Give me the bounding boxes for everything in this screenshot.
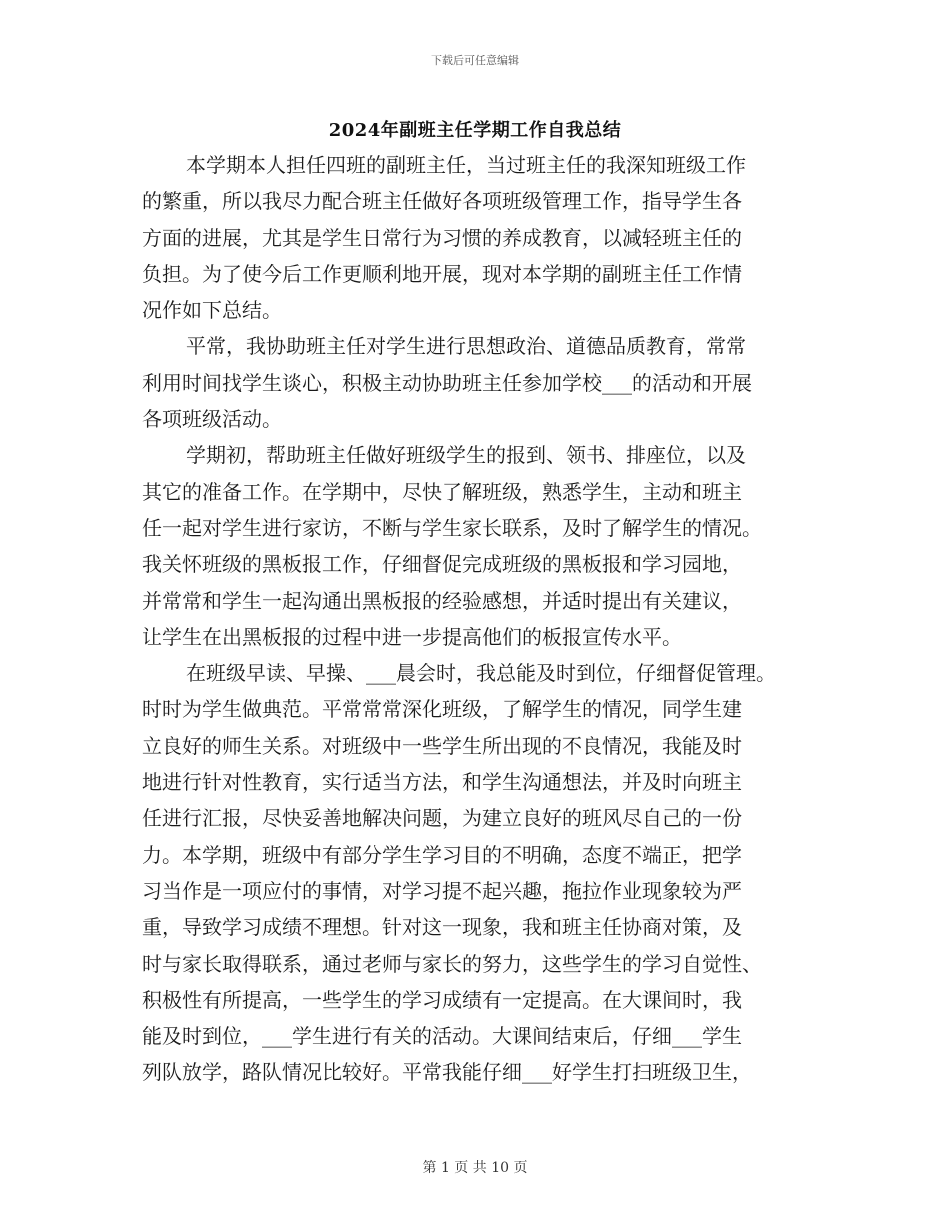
text-line: 方面的进展，尤其是学生日常行为习惯的养成教育，以减轻班主任的 (142, 225, 742, 250)
text-line: 本学期本人担任四班的副班主任，当过班主任的我深知班级工作 (186, 153, 746, 177)
text-line: 在班级早读、早操、___晨会时，我总能及时到位，仔细督促管理。 (186, 661, 776, 686)
text-line: 让学生在出黑板报的过程中进一步提高他们的板报宣传水平。 (142, 624, 682, 649)
header-note: 下载后可任意编辑 (431, 54, 519, 67)
text-line: 其它的准备工作。在学期中，尽快了解班级，熟悉学生，主动和班主 (142, 479, 742, 504)
text-line: 况作如下总结。 (142, 298, 282, 323)
page-indicator: 第 1 页 共 10 页 (422, 1160, 528, 1176)
text-line: 各项班级活动。 (142, 407, 282, 432)
text-line: 重，导致学习成绩不理想。针对这一现象，我和班主任协商对策，及 (142, 915, 742, 940)
text-line: 列队放学，路队情况比较好。平常我能仔细___好学生打扫班级卫生， (142, 1060, 752, 1085)
text-line: 地进行针对性教育，实行适当方法，和学生沟通想法，并及时向班主 (142, 770, 742, 795)
text-line: 习当作是一项应付的事情，对学习提不起兴趣，拖拉作业现象较为严 (142, 878, 742, 903)
text-line: 利用时间找学生谈心，积极主动协助班主任参加学校___的活动和开展 (142, 370, 752, 395)
text-line: 能及时到位，___学生进行有关的活动。大课间结束后，仔细___学生 (142, 1024, 742, 1049)
text-line: 立良好的师生关系。对班级中一些学生所出现的不良情况，我能及时 (142, 733, 742, 758)
text-line: 任进行汇报，尽快妥善地解决问题，为建立良好的班风尽自己的一份 (142, 806, 742, 831)
text-line: 时时为学生做典范。平常常常深化班级，了解学生的情况，同学生建 (142, 697, 742, 722)
text-line: 力。本学期，班级中有部分学生学习目的不明确，态度不端正，把学 (142, 842, 742, 867)
text-line: 学期初，帮助班主任做好班级学生的报到、领书、排座位，以及 (186, 443, 746, 468)
text-line: 平常，我协助班主任对学生进行思想政治、道德品质教育，常常 (186, 334, 746, 359)
text-line: 负担。为了使今后工作更顺利地开展，现对本学期的副班主任工作情 (142, 261, 742, 286)
text-line: 时与家长取得联系，通过老师与家长的努力，这些学生的学习自觉性、 (142, 951, 762, 976)
text-line: 积极性有所提高，一些学生的学习成绩有一定提高。在大课间时，我 (142, 987, 742, 1012)
text-line: 并常常和学生一起沟通出黑板报的经验感想，并适时提出有关建议， (142, 588, 742, 613)
document-title: 2024年副班主任学期工作自我总结 (328, 120, 622, 141)
text-line: 我关怀班级的黑板报工作，仔细督促完成班级的黑板报和学习园地， (142, 552, 742, 577)
text-line: 的繁重，所以我尽力配合班主任做好各项班级管理工作，指导学生各 (142, 189, 742, 214)
document-body (142, 147, 832, 1091)
text-line: 任一起对学生进行家访，不断与学生家长联系，及时了解学生的情况。 (142, 515, 762, 540)
